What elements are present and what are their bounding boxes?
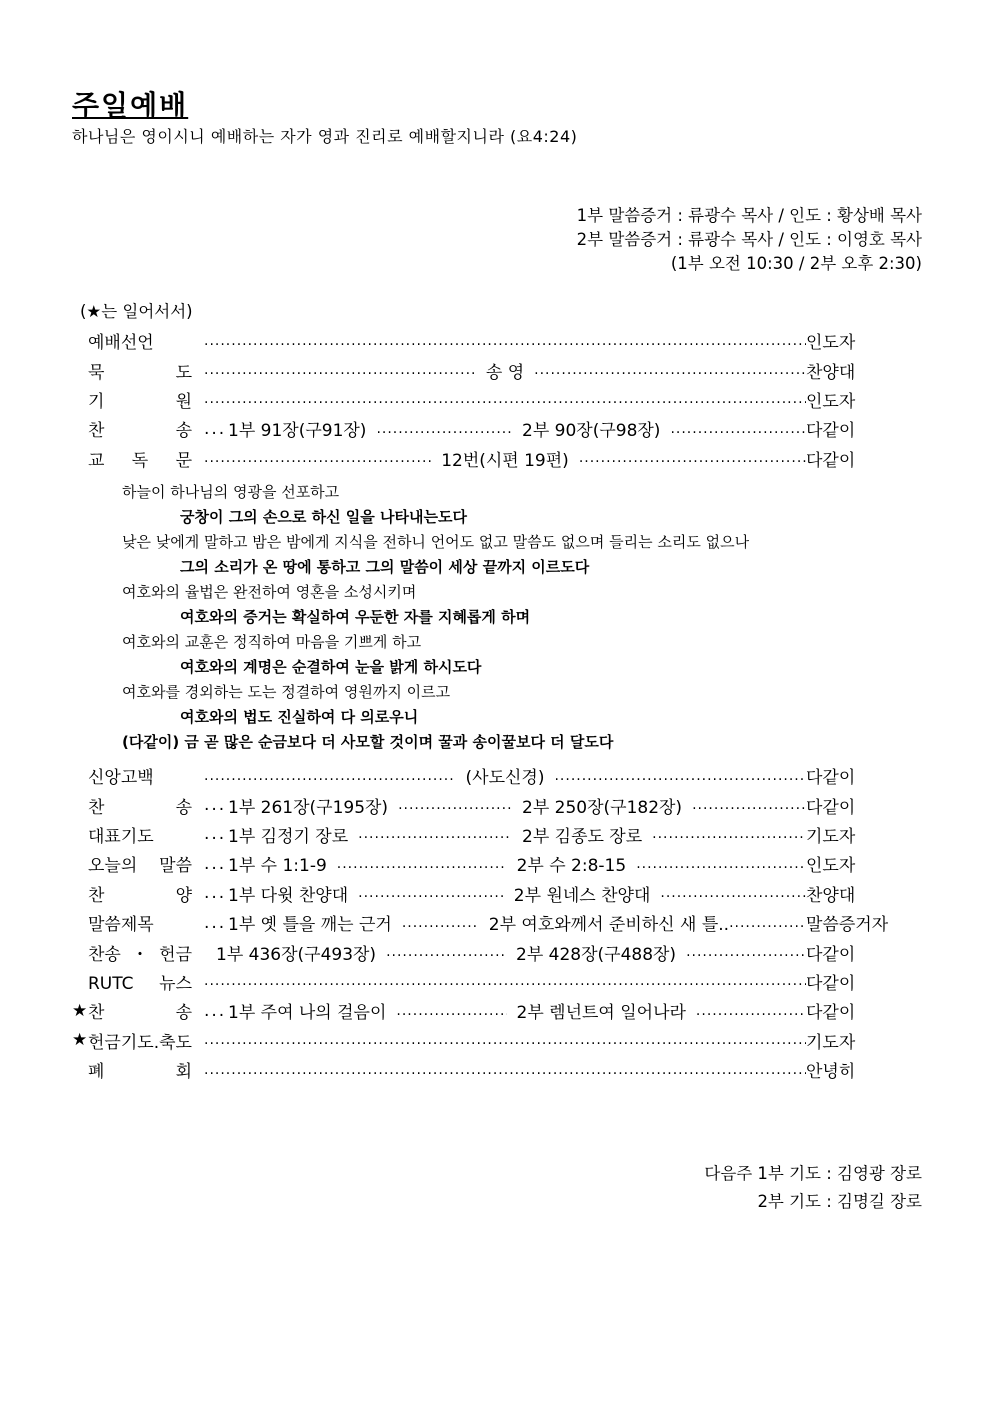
leader-dots xyxy=(402,915,479,931)
reading-response-line: 여호와의 계명은 순결하여 눈을 밝게 하시도다 xyxy=(180,658,482,676)
part1-detail: 1부 91장(구91장) xyxy=(228,421,367,442)
order-item-label: 찬 송 xyxy=(88,797,192,818)
leader-dots xyxy=(670,421,806,437)
order-item-label: 찬송・헌금 xyxy=(88,944,192,965)
leader-dots xyxy=(398,797,512,813)
part1-detail: 1부 옛 틀을 깨는 근거 xyxy=(228,915,392,936)
leader-dots xyxy=(660,885,806,901)
part2-detail: 2부 90장(구98장) xyxy=(522,421,661,442)
order-item-detail xyxy=(192,333,806,349)
order-item-leader: 찬양대 xyxy=(806,885,856,906)
order-row xyxy=(72,414,894,443)
order-item-detail xyxy=(192,940,806,965)
order-item-detail xyxy=(192,391,806,407)
reading-leader-line: 하늘이 하나님의 영광을 선포하고 xyxy=(122,483,340,501)
part1-detail: 1부 수 1:1-9 xyxy=(228,856,327,877)
order-row xyxy=(72,820,894,849)
leader-dots xyxy=(204,768,456,784)
next-week-line-1: 다음주 1부 기도 : 김영광 장로 xyxy=(704,1164,922,1183)
order-item-detail xyxy=(192,793,806,818)
standing-star: ★ xyxy=(72,1030,88,1051)
leader-dots xyxy=(204,391,806,407)
leader-dots xyxy=(204,419,226,439)
service-times: (1부 오전 10:30 / 2부 오후 2:30) xyxy=(670,254,922,273)
reading-response-line: 여호와의 법도 진실하여 다 의로우니 xyxy=(180,708,419,726)
order-of-worship-top xyxy=(72,326,894,473)
order-item-label: 예배선언 xyxy=(88,333,154,354)
order-row xyxy=(72,967,894,996)
reading-response-line: 그의 소리가 온 땅에 통하고 그의 말씀이 세상 끝까지 이르도다 xyxy=(180,558,590,576)
part2-detail: 2부 원네스 찬양대 xyxy=(513,885,651,906)
part1-detail: 1부 436장(구493장) xyxy=(216,944,377,965)
leader-dots xyxy=(696,1003,806,1019)
order-row xyxy=(72,355,894,384)
order-item-detail xyxy=(192,910,806,935)
leader-dots xyxy=(729,915,806,931)
order-item-leader: 인도자 xyxy=(806,856,856,877)
order-item-label: 묵 도 xyxy=(88,362,192,383)
order-row xyxy=(72,1026,894,1055)
order-item-label: 찬 양 xyxy=(88,885,192,906)
leader-dots xyxy=(204,450,431,466)
order-item-label: 기 원 xyxy=(88,391,192,412)
order-row xyxy=(72,908,894,937)
order-item-leader: 다같이 xyxy=(806,421,856,442)
order-item-label: 찬 송 xyxy=(88,1003,192,1024)
part2-detail: 2부 렘넌트여 일어나라 xyxy=(516,1003,686,1024)
order-row xyxy=(72,1055,894,1084)
order-item-detail xyxy=(192,1062,806,1078)
center-detail: (사도신경) xyxy=(465,768,545,789)
leader-dots xyxy=(358,826,512,842)
preacher-line-2: 2부 말씀증거 : 류광수 목사 / 인도 : 이영호 목사 xyxy=(576,230,922,249)
order-item-detail xyxy=(192,973,806,989)
order-row xyxy=(72,849,894,878)
part1-detail: 1부 261장(구195장) xyxy=(228,797,389,818)
order-item-detail xyxy=(192,881,806,906)
order-row xyxy=(72,790,894,819)
leader-dots xyxy=(376,421,512,437)
standing-note: (★는 일어서서) xyxy=(80,302,193,321)
order-of-worship-bottom xyxy=(72,761,894,1084)
order-item-leader: 다같이 xyxy=(806,944,856,965)
order-item-leader: 다같이 xyxy=(806,1003,856,1024)
leader-dots xyxy=(652,826,806,842)
order-row xyxy=(72,385,894,414)
order-row xyxy=(72,444,894,473)
leader-dots xyxy=(204,1062,806,1078)
next-week-line-2: 2부 기도 : 김명길 장로 xyxy=(757,1192,922,1211)
reading-response-line: 여호와의 증거는 확실하여 우둔한 자를 지혜롭게 하며 xyxy=(180,608,531,626)
leader-dots xyxy=(396,1003,506,1019)
leader-dots xyxy=(358,885,504,901)
order-item-label: 말씀제목 xyxy=(88,915,154,936)
order-item-leader: 인도자 xyxy=(806,391,856,412)
leader-dots xyxy=(204,795,226,815)
order-row xyxy=(72,761,894,790)
leader-dots xyxy=(204,362,476,378)
leader-dots xyxy=(204,824,226,844)
leader-dots xyxy=(204,913,226,933)
leader-dots xyxy=(686,944,806,960)
scripture-subtitle: 하나님은 영이시니 예배하는 자가 영과 진리로 예배할지니라 (요4:24) xyxy=(72,127,578,146)
order-item-leader: 기도자 xyxy=(806,1032,856,1053)
center-detail: 12번(시편 19편) xyxy=(441,450,569,471)
order-item-detail xyxy=(192,822,806,847)
preacher-line-1: 1부 말씀증거 : 류광수 목사 / 인도 : 황상배 목사 xyxy=(576,206,922,225)
leader-dots xyxy=(204,973,806,989)
leader-dots xyxy=(636,856,806,872)
order-item-detail xyxy=(192,851,806,876)
order-item-leader: 다같이 xyxy=(806,973,856,994)
leader-dots xyxy=(337,856,507,872)
leader-dots xyxy=(579,450,806,466)
part2-detail: 2부 여호와께서 준비하신 새 틀.. xyxy=(488,915,730,936)
order-item-leader: 다같이 xyxy=(806,797,856,818)
page-title: 주일예배 xyxy=(72,89,189,122)
order-item-detail xyxy=(192,1032,806,1048)
leader-dots xyxy=(534,362,806,378)
next-week-prayer xyxy=(704,1160,922,1216)
order-item-label: 교 독 문 xyxy=(88,450,192,471)
order-item-detail xyxy=(192,998,806,1023)
order-item-label: 신앙고백 xyxy=(88,768,154,789)
leader-dots xyxy=(692,797,806,813)
leader-dots xyxy=(554,768,806,784)
order-item-leader: 찬양대 xyxy=(806,362,856,383)
order-item-detail xyxy=(192,763,806,788)
order-item-label: RUTC 뉴스 xyxy=(88,973,192,994)
reading-leader-line: 여호와의 율법은 완전하여 영혼을 소성시키며 xyxy=(122,583,417,601)
order-item-label: 헌금기도.축도 xyxy=(88,1032,192,1053)
part2-detail: 2부 김종도 장로 xyxy=(522,826,643,847)
order-item-leader: 다같이 xyxy=(806,450,856,471)
reading-leader-line: 낮은 낮에게 말하고 밤은 밤에게 지식을 전하니 언어도 없고 말씀도 없으며 들리는 소리도 없으나 xyxy=(122,533,750,551)
leader-dots xyxy=(204,1032,806,1048)
order-item-leader: 다같이 xyxy=(806,768,856,789)
order-item-label: 폐 회 xyxy=(88,1062,192,1083)
order-item-leader: 안녕히 xyxy=(806,1062,856,1083)
leader-dots xyxy=(386,944,506,960)
part2-detail: 2부 428장(구488장) xyxy=(516,944,677,965)
part1-detail: 1부 주여 나의 걸음이 xyxy=(228,1003,387,1024)
order-item-detail xyxy=(192,416,806,441)
order-item-label: 오늘의 말씀 xyxy=(88,856,192,877)
order-item-leader: 기도자 xyxy=(806,826,856,847)
order-item-label: 찬 송 xyxy=(88,421,192,442)
order-row xyxy=(72,879,894,908)
preacher-info xyxy=(577,204,922,276)
reading-response-line: 궁창이 그의 손으로 하신 일을 나타내는도다 xyxy=(180,508,467,526)
part2-detail: 2부 250장(구182장) xyxy=(522,797,683,818)
order-item-detail xyxy=(192,446,806,471)
order-row xyxy=(72,996,894,1025)
order-row xyxy=(72,326,894,355)
order-row xyxy=(72,937,894,966)
responsive-reading xyxy=(122,480,749,755)
order-item-label: 대표기도 xyxy=(88,826,154,847)
part2-detail: 2부 수 2:8-15 xyxy=(516,856,627,877)
part1-detail: 1부 김정기 장로 xyxy=(228,826,349,847)
reading-leader-line: 여호와를 경외하는 도는 정결하여 영원까지 이르고 xyxy=(122,683,451,701)
leader-dots xyxy=(204,333,806,349)
order-item-leader: 인도자 xyxy=(806,333,856,354)
reading-unison-line: (다같이) 금 곧 많은 순금보다 더 사모할 것이며 꿀과 송이꿀보다 더 달도다 xyxy=(122,733,614,751)
reading-leader-line: 여호와의 교훈은 정직하여 마음을 기쁘게 하고 xyxy=(122,633,422,651)
order-item-detail xyxy=(192,358,806,383)
order-item-leader: 말씀증거자 xyxy=(806,915,889,936)
leader-dots xyxy=(204,854,226,874)
standing-star: ★ xyxy=(72,1000,88,1021)
leader-dots xyxy=(204,1001,226,1021)
part1-detail: 1부 다윗 찬양대 xyxy=(228,885,349,906)
leader-dots xyxy=(204,883,226,903)
center-detail: 송 영 xyxy=(485,362,525,383)
